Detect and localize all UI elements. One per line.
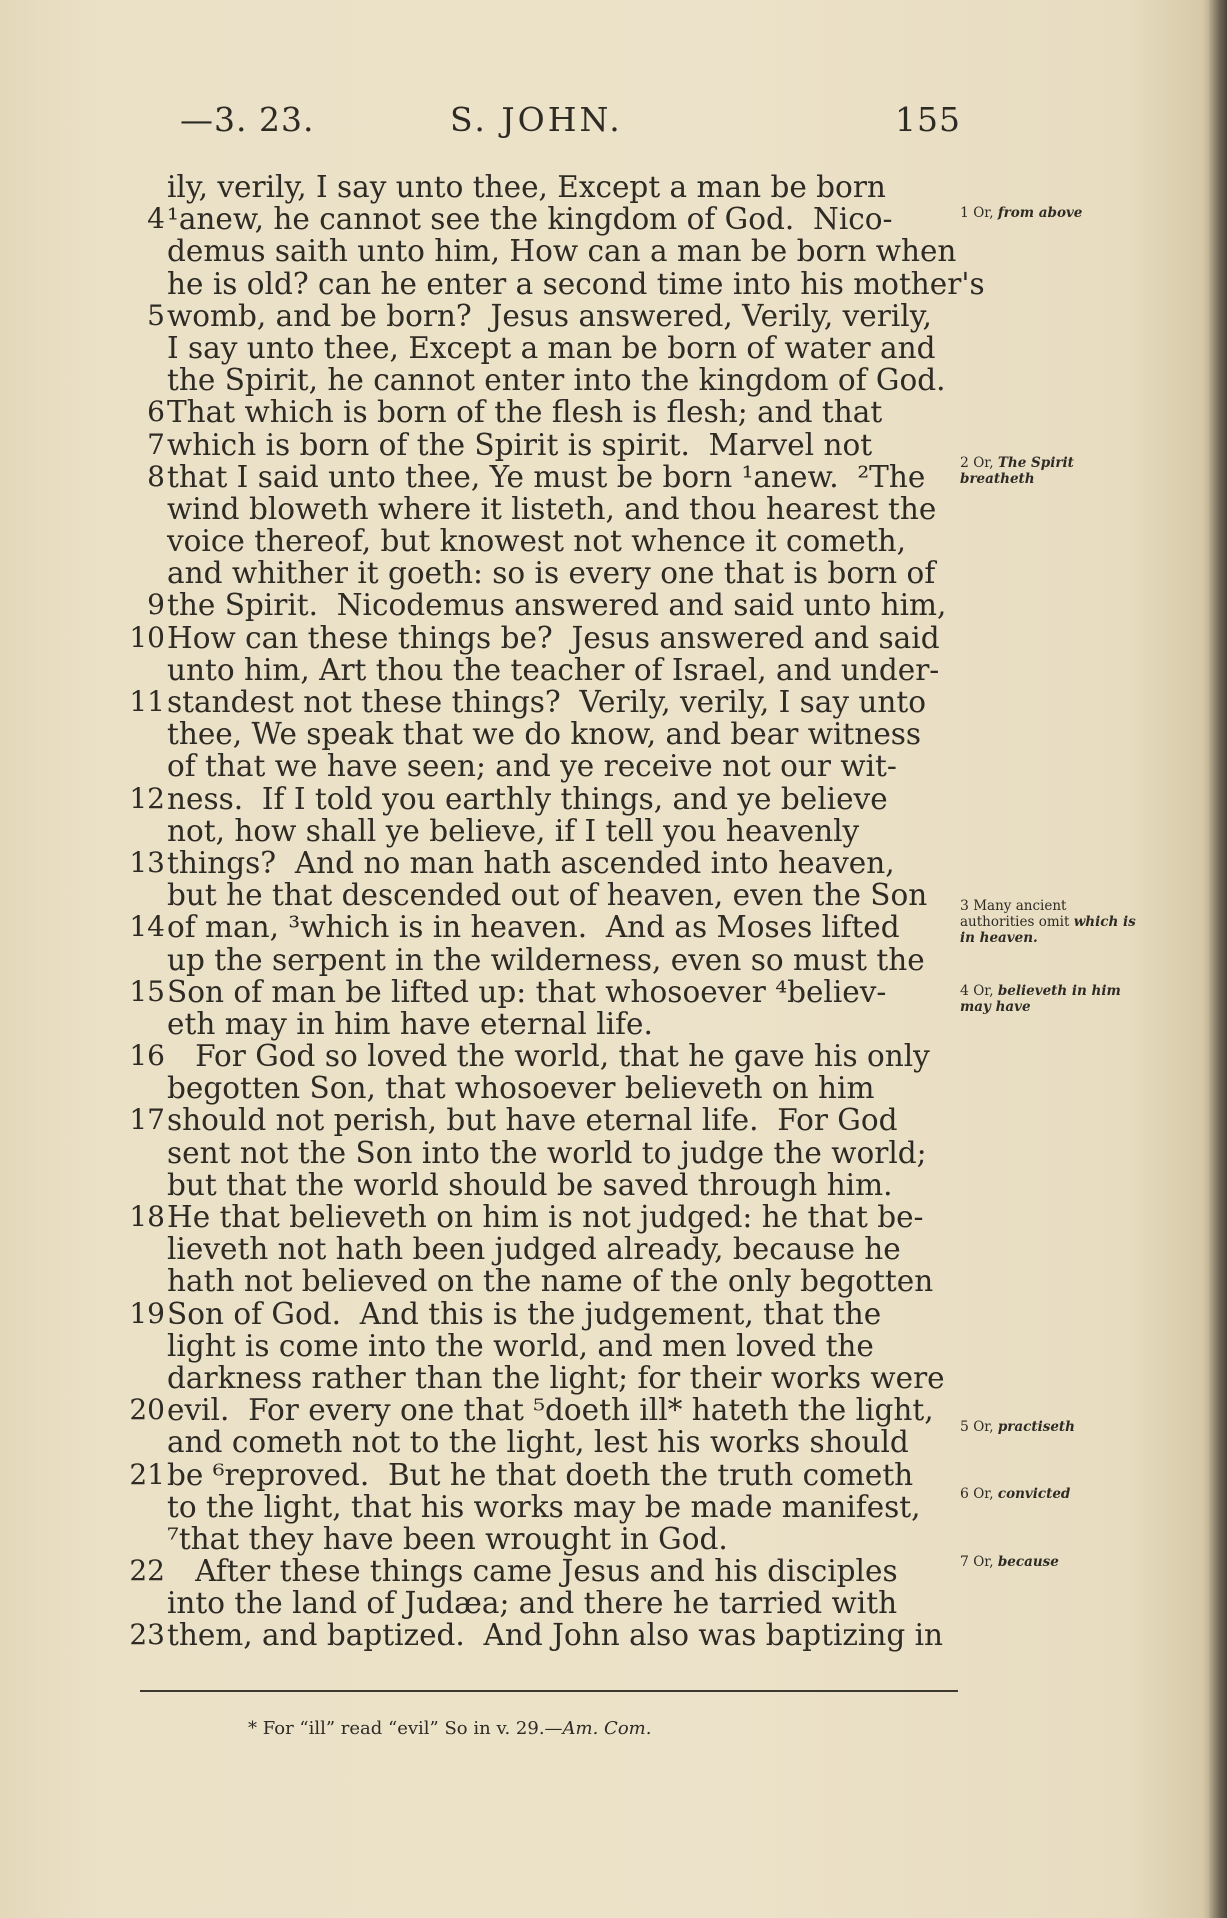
line-text: ¹anew, he cannot see the kingdom of God. Nico- [167,202,893,237]
line-text: and whither it goeth: so is every one that is born of [167,556,936,591]
text-line [125,911,965,943]
text-line [125,1491,965,1523]
line-text: begotten Son, that whosoever believeth on him [167,1071,875,1106]
line-text: sent not the Son into the world to judge the world; [167,1135,927,1170]
text-line [125,364,965,396]
text-line [125,1040,965,1072]
text-line [125,1362,965,1394]
line-text: wind bloweth where it listeth, and thou hearest the [167,491,937,526]
line-text: He that believeth on him is not judged: he that be- [167,1200,924,1234]
marginal-note-5: 5 Or, practiseth [960,1419,1075,1435]
text-line [125,1459,965,1491]
text-line [125,976,965,1008]
line-text: After these things came Jesus and his disciples [167,1554,898,1589]
verse-number: 13 [129,845,165,879]
line-text: into the land of Judæa; and there he tarried with [167,1586,898,1621]
line-text: Son of God. And this is the judgement, that the [167,1296,882,1331]
text-line [125,622,965,654]
marginal-note-1: 1 Or, from above [960,205,1083,221]
text-line [125,1104,965,1136]
verse-number: 18 [129,1200,165,1233]
text-line [125,461,965,493]
verse-number: 17 [129,1103,165,1137]
line-text: up the serpent in the wilderness, even so must the [167,942,925,977]
text-line [125,944,965,976]
verse-number: 6 [147,395,165,429]
verse-number: 20 [129,1393,165,1427]
footnote-text: * For “ill” read “evil” So in v. 29.— [248,1718,563,1739]
verse-number: 7 [147,427,165,461]
verse-number: 12 [129,781,165,815]
text-line [125,1072,965,1104]
text-line [125,525,965,557]
line-text: standest not these things? Verily, verily, I say unto [167,685,926,719]
line-text: ⁷that they have been wrought in God. [167,1521,728,1556]
text-line [125,1233,965,1265]
text-line [125,815,965,847]
text-line [125,686,965,718]
line-text: that I said unto thee, Ye must be born ¹anew. ²The [167,459,926,494]
line-text: but he that descended out of heaven, even the Son [167,878,928,913]
line-text: Son of man be lifted up: that whosoever ⁴believ- [167,974,887,1009]
body-text [125,170,985,1653]
text-line [125,1555,965,1587]
text-line [125,1137,965,1169]
line-text: ily, verily, I say unto thee, Except a man be born [167,170,886,204]
text-line [125,266,985,301]
verse-number: 16 [129,1039,165,1073]
text-line [125,493,965,525]
text-line [125,1587,965,1619]
line-text: How can these things be? Jesus answered and said [167,620,940,655]
line-text: which is born of the Spirit is spirit. Marvel not [167,427,873,462]
line-text: things? And no man hath ascended into heaven, [167,845,895,880]
line-text: womb, and be born? Jesus answered, Verily, verily, [167,298,932,333]
line-text: evil. For every one that ⁵doeth ill* hateth the light, [167,1393,934,1428]
marginal-note-3: 3 Many ancient authorities omit which is in heaven. [960,898,1136,946]
footnote-rule [140,1690,958,1692]
text-line [125,1523,965,1555]
text-line [125,203,965,235]
line-text: voice thereof, but knowest not whence it cometh, [167,524,906,559]
text-line [125,1298,965,1330]
text-line [125,718,965,750]
marginal-note-6: 6 Or, convicted [960,1486,1071,1502]
verse-number: 22 [129,1554,165,1588]
header-reference: —3. 23. [180,100,315,139]
line-text: of that we have seen; and ye receive not our wit- [167,749,897,784]
page-edge [1209,0,1227,1918]
line-text: to the light, that his works may be made manifest, [167,1489,921,1524]
line-text: thee, We speak that we do know, and bear witness [167,717,922,752]
line-text: ness. If I told you earthly things, and ye believe [167,781,888,816]
text-line [125,847,965,879]
text-line [125,332,965,364]
text-line [125,429,965,461]
line-text: not, how shall ye believe, if I tell you heavenly [167,813,860,848]
line-text: demus saith unto him, How can a man be born when [167,234,957,269]
text-line [125,171,965,203]
line-text: be ⁶reproved. But he that doeth the truth cometh [167,1457,914,1492]
line-text: lieveth not hath been judged already, because he [167,1232,901,1267]
line-text: should not perish, but have eternal life. For God [167,1103,898,1138]
text-line [125,1394,965,1426]
verse-number: 10 [129,620,165,654]
text-line [125,235,965,267]
verse-number: 19 [129,1296,165,1330]
text-line [125,750,965,782]
footnote [248,1718,651,1739]
text-line [125,783,965,815]
verse-number: 23 [129,1618,165,1652]
line-text: darkness rather than the light; for their works were [167,1360,945,1395]
line-text: them, and baptized. And John also was baptizing in [167,1618,944,1653]
page-number: 155 [895,100,961,139]
marginal-note-7: 7 Or, because [960,1554,1059,1570]
text-line [125,1619,965,1651]
line-text: of man, ³which is in heaven. And as Moses lifted [167,910,900,945]
verse-number: 9 [147,588,165,622]
text-line [125,300,965,332]
verse-number: 5 [147,298,165,332]
running-header [170,100,961,150]
text-line [125,557,965,589]
text-line [125,396,965,428]
text-line [125,654,965,686]
line-text: eth may in him have eternal life. [167,1006,653,1041]
line-text: light is come into the world, and men loved the [167,1328,874,1363]
verse-number: 8 [147,459,165,493]
line-text: For God so loved the world, that he gave his only [167,1039,930,1074]
header-book-title: S. JOHN. [450,100,623,139]
text-line [125,1426,965,1458]
line-text: but that the world should be saved through him. [167,1167,893,1202]
line-text: I say unto thee, Except a man be born of water and [167,330,936,365]
verse-number: 21 [129,1457,165,1491]
verse-number: 14 [129,910,165,944]
line-text: he is old? can he enter a second time into his mother's [167,266,985,301]
line-text: hath not believed on the name of the only begotten [167,1264,934,1299]
text-line [125,1008,965,1040]
text-line [125,1330,965,1362]
verse-number: 11 [129,685,165,718]
line-text: That which is born of the flesh is flesh; and that [167,395,883,430]
text-line [125,1265,965,1297]
text-line [125,1201,965,1233]
line-text: unto him, Art thou the teacher of Israel, and under- [167,652,940,687]
line-text: and cometh not to the light, lest his works should [167,1425,909,1460]
line-text: the Spirit. Nicodemus answered and said unto him, [167,588,947,623]
marginal-note-4: 4 Or, believeth in him may have [960,983,1121,1015]
verse-number: 15 [129,974,165,1008]
text-line [125,589,965,621]
line-text: the Spirit, he cannot enter into the kingdom of God. [167,363,946,398]
text-line [125,879,965,911]
verse-number: 4 [147,202,165,236]
footnote-source: Am. Com. [562,1718,652,1739]
marginal-note-2: 2 Or, The Spirit breatheth [960,455,1074,487]
text-line [125,1169,965,1201]
